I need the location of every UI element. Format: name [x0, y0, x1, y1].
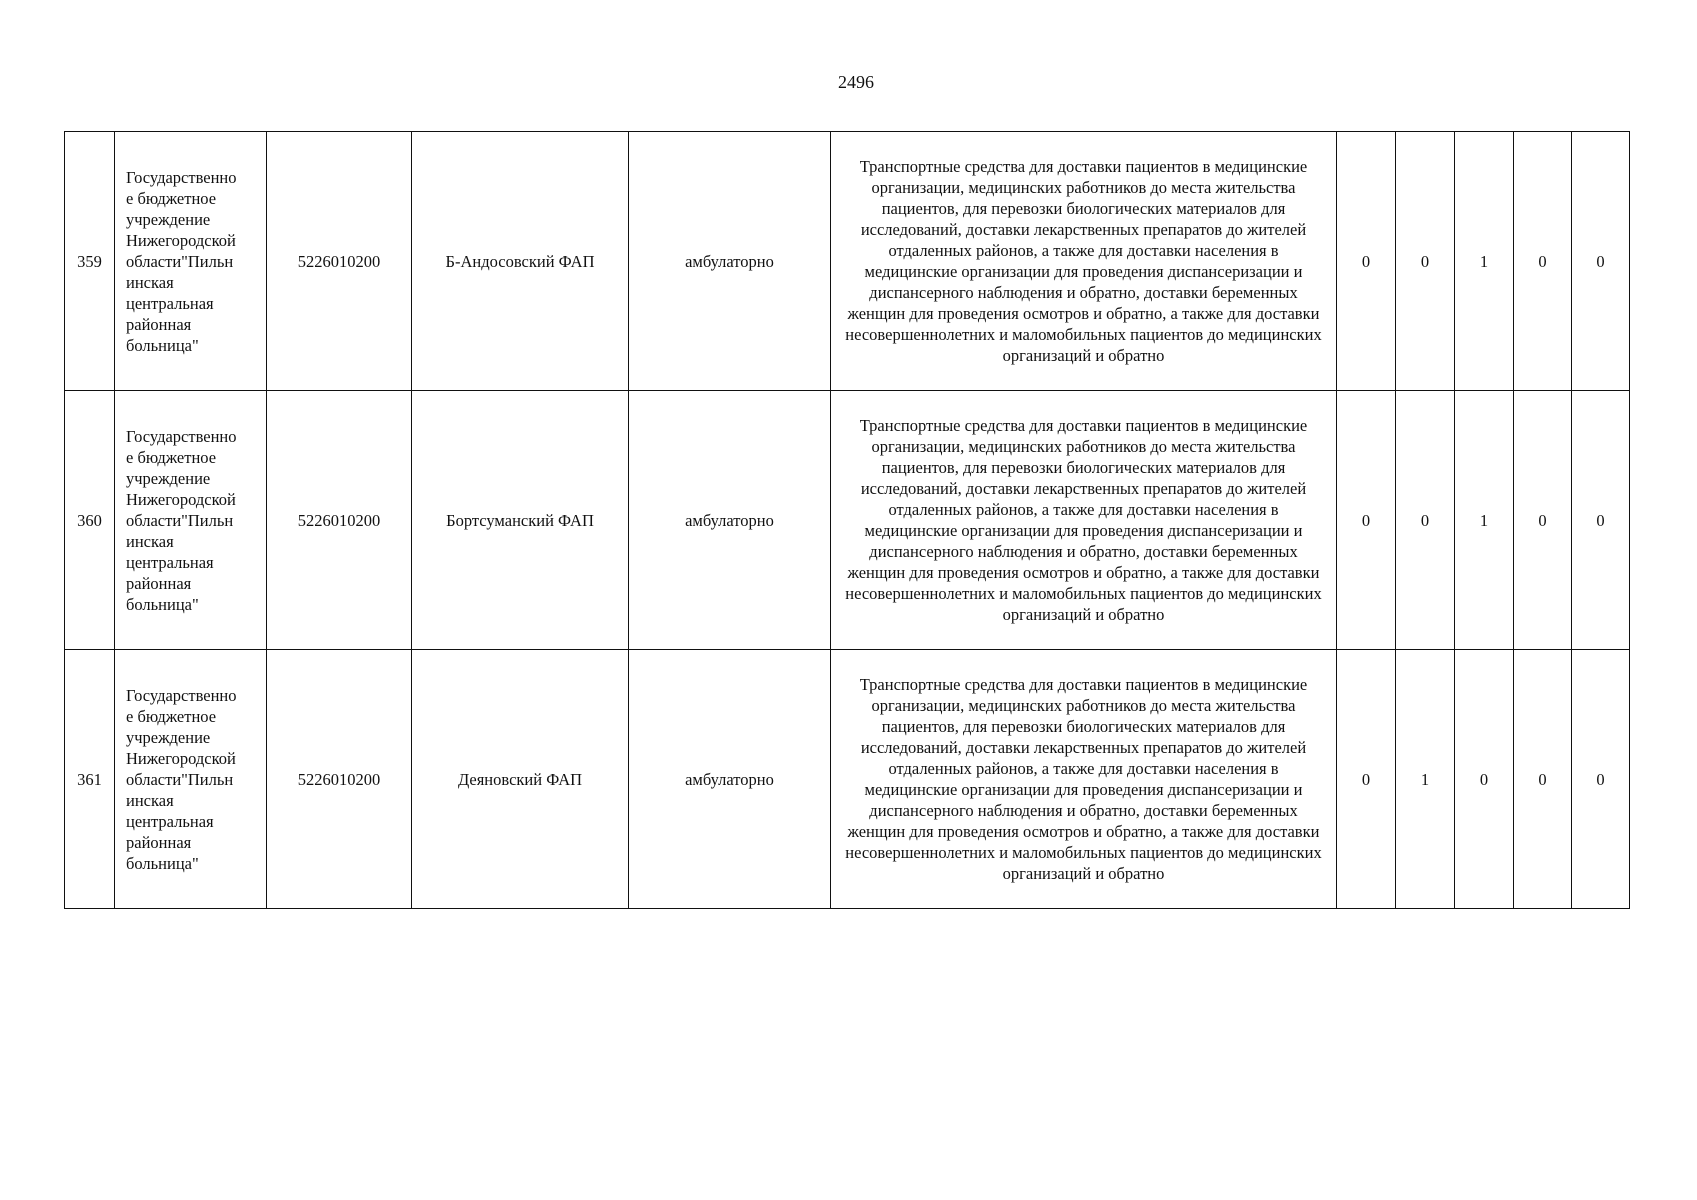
care-type: амбулаторно	[629, 650, 831, 909]
org-line: Государственно	[126, 167, 237, 187]
facility-name: Бортсуманский ФАП	[412, 391, 629, 650]
org-line: е бюджетное	[126, 706, 217, 726]
vehicle-description: Транспортные средства для доставки пациентов в медицинские организации, медицинских работников до места жительства пациентов, для перевозки биологических материалов для исследований, доставки лекарственных препаратов до жителей отдаленных районов, а также для доставки населения в медицинские организации для проведения диспансеризации и диспансерного наблюдения и обратно, доставки беременных женщин для проведения осмотров и обратно, а также для доставки несовершеннолетних и маломобильных пациентов до медицинских организаций и обратно	[831, 132, 1337, 391]
org-line: е бюджетное	[126, 188, 217, 208]
value-cell: 1	[1455, 132, 1514, 391]
value-cell: 0	[1514, 391, 1572, 650]
org-line: инская	[126, 531, 174, 551]
value-cell: 0	[1572, 391, 1630, 650]
table-body	[65, 132, 1630, 909]
table-row	[65, 650, 1630, 909]
value-cell: 1	[1396, 650, 1455, 909]
oktmo-code: 5226010200	[267, 132, 412, 391]
value-cell: 0	[1396, 391, 1455, 650]
organization-name	[115, 132, 267, 391]
row-number: 359	[65, 132, 115, 391]
value-cell: 0	[1337, 132, 1396, 391]
oktmo-code: 5226010200	[267, 391, 412, 650]
value-cell: 1	[1455, 391, 1514, 650]
org-line: е бюджетное	[126, 447, 217, 467]
org-line: инская	[126, 790, 174, 810]
care-type: амбулаторно	[629, 391, 831, 650]
org-line: учреждение	[126, 468, 211, 488]
value-cell: 0	[1337, 391, 1396, 650]
org-line: больница"	[126, 594, 199, 614]
value-cell: 0	[1572, 650, 1630, 909]
row-number: 360	[65, 391, 115, 650]
org-line: учреждение	[126, 727, 211, 747]
org-line: центральная	[126, 293, 214, 313]
facility-name: Деяновский ФАП	[412, 650, 629, 909]
org-line: районная	[126, 314, 192, 334]
oktmo-code: 5226010200	[267, 650, 412, 909]
vehicle-description: Транспортные средства для доставки пациентов в медицинские организации, медицинских работников до места жительства пациентов, для перевозки биологических материалов для исследований, доставки лекарственных препаратов до жителей отдаленных районов, а также для доставки населения в медицинские организации для проведения диспансеризации и диспансерного наблюдения и обратно, доставки беременных женщин для проведения осмотров и обратно, а также для доставки несовершеннолетних и маломобильных пациентов до медицинских организаций и обратно	[831, 650, 1337, 909]
org-line: больница"	[126, 335, 199, 355]
org-line: районная	[126, 832, 192, 852]
organization-name	[115, 391, 267, 650]
org-line: области"Пильн	[126, 251, 234, 271]
org-line: больница"	[126, 853, 199, 873]
org-line: центральная	[126, 552, 214, 572]
facilities-table	[64, 131, 1630, 909]
org-line: Нижегородской	[126, 748, 236, 768]
value-cell: 0	[1514, 132, 1572, 391]
value-cell: 0	[1455, 650, 1514, 909]
value-cell: 0	[1572, 132, 1630, 391]
page-number: 2496	[838, 72, 874, 92]
org-line: Государственно	[126, 685, 237, 705]
facility-name: Б-Андосовский ФАП	[412, 132, 629, 391]
org-line: области"Пильн	[126, 510, 234, 530]
table-row	[65, 391, 1630, 650]
vehicle-description: Транспортные средства для доставки пациентов в медицинские организации, медицинских работников до места жительства пациентов, для перевозки биологических материалов для исследований, доставки лекарственных препаратов до жителей отдаленных районов, а также для доставки населения в медицинские организации для проведения диспансеризации и диспансерного наблюдения и обратно, доставки беременных женщин для проведения осмотров и обратно, а также для доставки несовершеннолетних и маломобильных пациентов до медицинских организаций и обратно	[831, 391, 1337, 650]
table-row	[65, 132, 1630, 391]
value-cell: 0	[1396, 132, 1455, 391]
org-line: инская	[126, 272, 174, 292]
care-type: амбулаторно	[629, 132, 831, 391]
organization-name	[115, 650, 267, 909]
org-line: Государственно	[126, 426, 237, 446]
org-line: центральная	[126, 811, 214, 831]
org-line: Нижегородской	[126, 489, 236, 509]
value-cell: 0	[1337, 650, 1396, 909]
org-line: Нижегородской	[126, 230, 236, 250]
org-line: районная	[126, 573, 192, 593]
row-number: 361	[65, 650, 115, 909]
org-line: области"Пильн	[126, 769, 234, 789]
org-line: учреждение	[126, 209, 211, 229]
value-cell: 0	[1514, 650, 1572, 909]
